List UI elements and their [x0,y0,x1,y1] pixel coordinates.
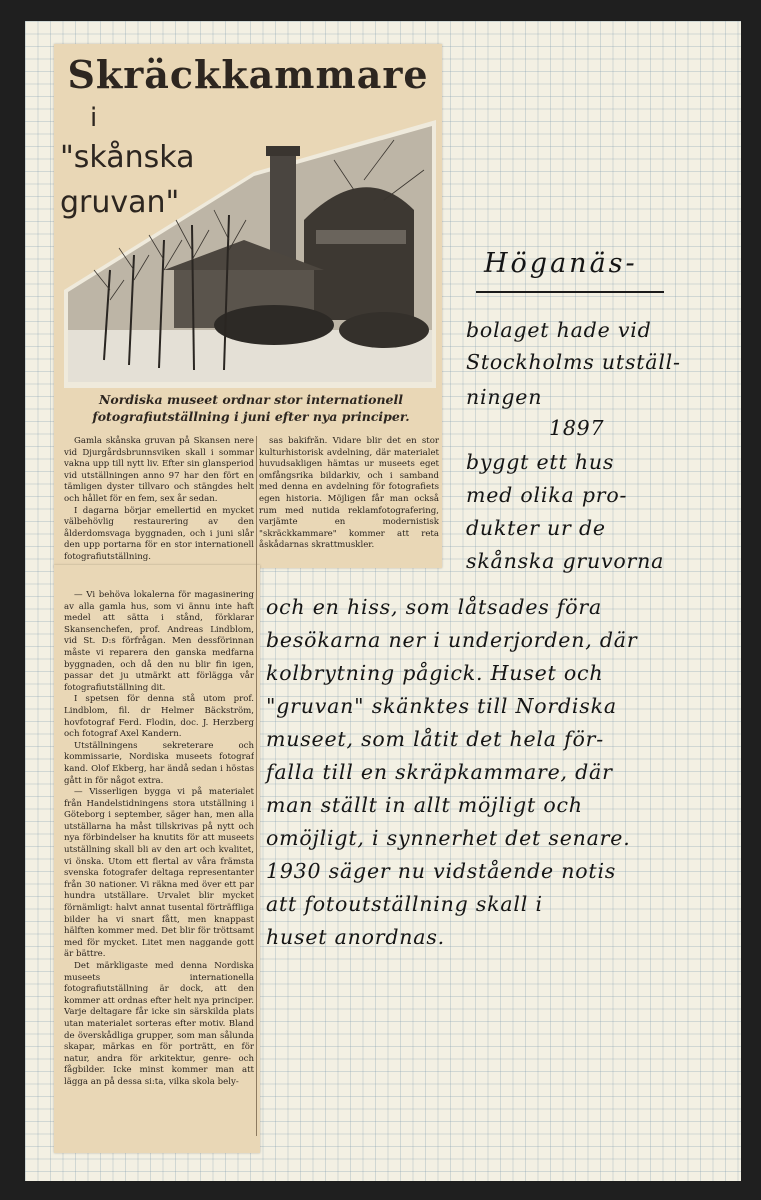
article-column-a [64,436,254,564]
handwritten-line: dukter ur de [466,516,606,540]
handwritten-line: omöjligt, i synnerhet det senare. [266,826,631,850]
handwritten-line: med olika pro- [466,483,628,507]
article-paragraph: Utställningens sekreterare och kommissarie, Nordiska museets fotograf kand. Olof Ekberg, har ändå sedan i höstas gått in för något extra. [64,740,254,786]
article-paragraph: — Vi behöva lokalerna för magasinering av alla gamla hus, som vi ännu inte haft medel att sätta i stånd, förklarar Skansenchefen, prof. Andreas Lindblom, vid St. D:s förfrågan. Men dessförinnan måste vi reparera den ganska medfarna byggnaden, och då den nu blir fin igen, passar det ju utmärkt att förlägga vår fotografiutställning dit. [64,590,254,693]
handwritten-title: Höganäs- [484,248,638,279]
handwritten-line: att fotoutställning skall i [266,892,543,916]
clipping-subheadline-gruvan: gruvan" [60,185,180,220]
article-paragraph: I spetsen för denna stå utom prof. Lindblom, fil. dr Helmer Bäckström, hovfotograf Ferd. Flodin, doc. J. Herzberg och fotograf Axel Kandern. [64,694,254,740]
handwritten-line: "gruvan" skänktes till Nordiska [266,694,617,718]
article-paragraph: Gamla skånska gruvan på Skansen nere vid Djurgårdsbrunnsviken skall i sommar vakna upp till nytt liv. Efter sin glansperiod vid utställningen anno 97 har den fört en tämligen dyster tillvaro och stängdes helt och hållet för en fem, sex år sedan. [64,436,254,504]
handwritten-line: ningen [466,385,543,409]
handwritten-line: byggt ett hus [466,450,615,474]
handwritten-line: 1897 [549,416,605,440]
handwritten-line: huset anordnas. [266,925,445,949]
article-paragraph: — Visserligen bygga vi på materialet från Handelstidningens stora utställning i Göteborg i september, säger han, men alla utställarna ha måst tillskrivas på nytt och nya förbindelser ha knutits för att museets utställning skall bli av den art och kvalitet, vi önska. Utom ett flertal av våra främsta svenska fotografer deltaga representanter från 30 nationer. Vi räkna med över ett par hundra utställare. Urvalet blir mycket förnämligt: halvt annat tusental förträffliga bilder ha vi snart fått, men knappast hälften kommer med. Det blir för tröttsamt med för mycket. Litet men naggande gott är bättre. [64,787,254,960]
handwritten-line: besökarna ner i underjorden, där [266,628,638,652]
photo-caption: Nordiska museet ordnar stor internationell fotografiutställning i juni efter nya principer. [92,392,410,424]
handwritten-line: man ställt in allt möjligt och [266,793,583,817]
handwritten-line: 1930 säger nu vidstående notis [266,859,617,883]
handwritten-line: bolaget hade vid [466,318,652,342]
article-paragraph: I dagarna börjar emellertid en mycket välbehövlig restaurering av den ålderdomsvaga byggnaden, och i juni slår den upp portarna för en stor internationell fotografiutställning. [64,505,254,562]
clipping-subheadline-i: i [90,103,98,133]
article-paragraph: sas bakifrån. Vidare blir det en stor kulturhistorisk avdelning, där materialet huvudsakligen hämtas ur museets eget omfångsrika bildarkiv, och i samband med denna en avdelning för fotografiets egen historia. Möjligen får man också rum med nutida reklamfotografering, varjämte en modernistisk "skräckkammare" kommer att reta åskådarnas skrattmuskler. [259,436,439,551]
clipping-subheadline-skanska: "skånska [60,140,195,175]
column-divider [256,436,257,1136]
article-column-b [259,436,439,564]
article-column-c [64,590,254,1150]
handwritten-line: kolbrytning pågick. Huset och [266,661,604,685]
building-photograph [64,120,436,388]
handwritten-line: falla till en skräpkammare, där [266,760,613,784]
clipping-headline: Skräckkammare [67,52,429,97]
handwritten-line: och en hiss, som låtsades föra [266,595,603,619]
article-paragraph: Det märkligaste med denna Nordiska museets internationella fotografiutställning är dock, att den kommer att ordnas efter helt nya principer. Varje deltagare får icke sin särskilda plats utan materialet sorteras efter motiv. Bland de överskådliga grupper, som man sålunda skapar, märkas en för porträtt, en för natur, andra för arkitektur, genre- och fågbilder. Icke minst kommer man att lägga an på dessa si:ta, vilka skola bely- [64,961,254,1087]
handwritten-line: Stockholms utställ- [466,350,681,374]
handwritten-line: museet, som låtit det hela för- [266,727,604,751]
handwritten-line: skånska gruvorna [466,549,665,573]
handwritten-underline [476,291,664,293]
